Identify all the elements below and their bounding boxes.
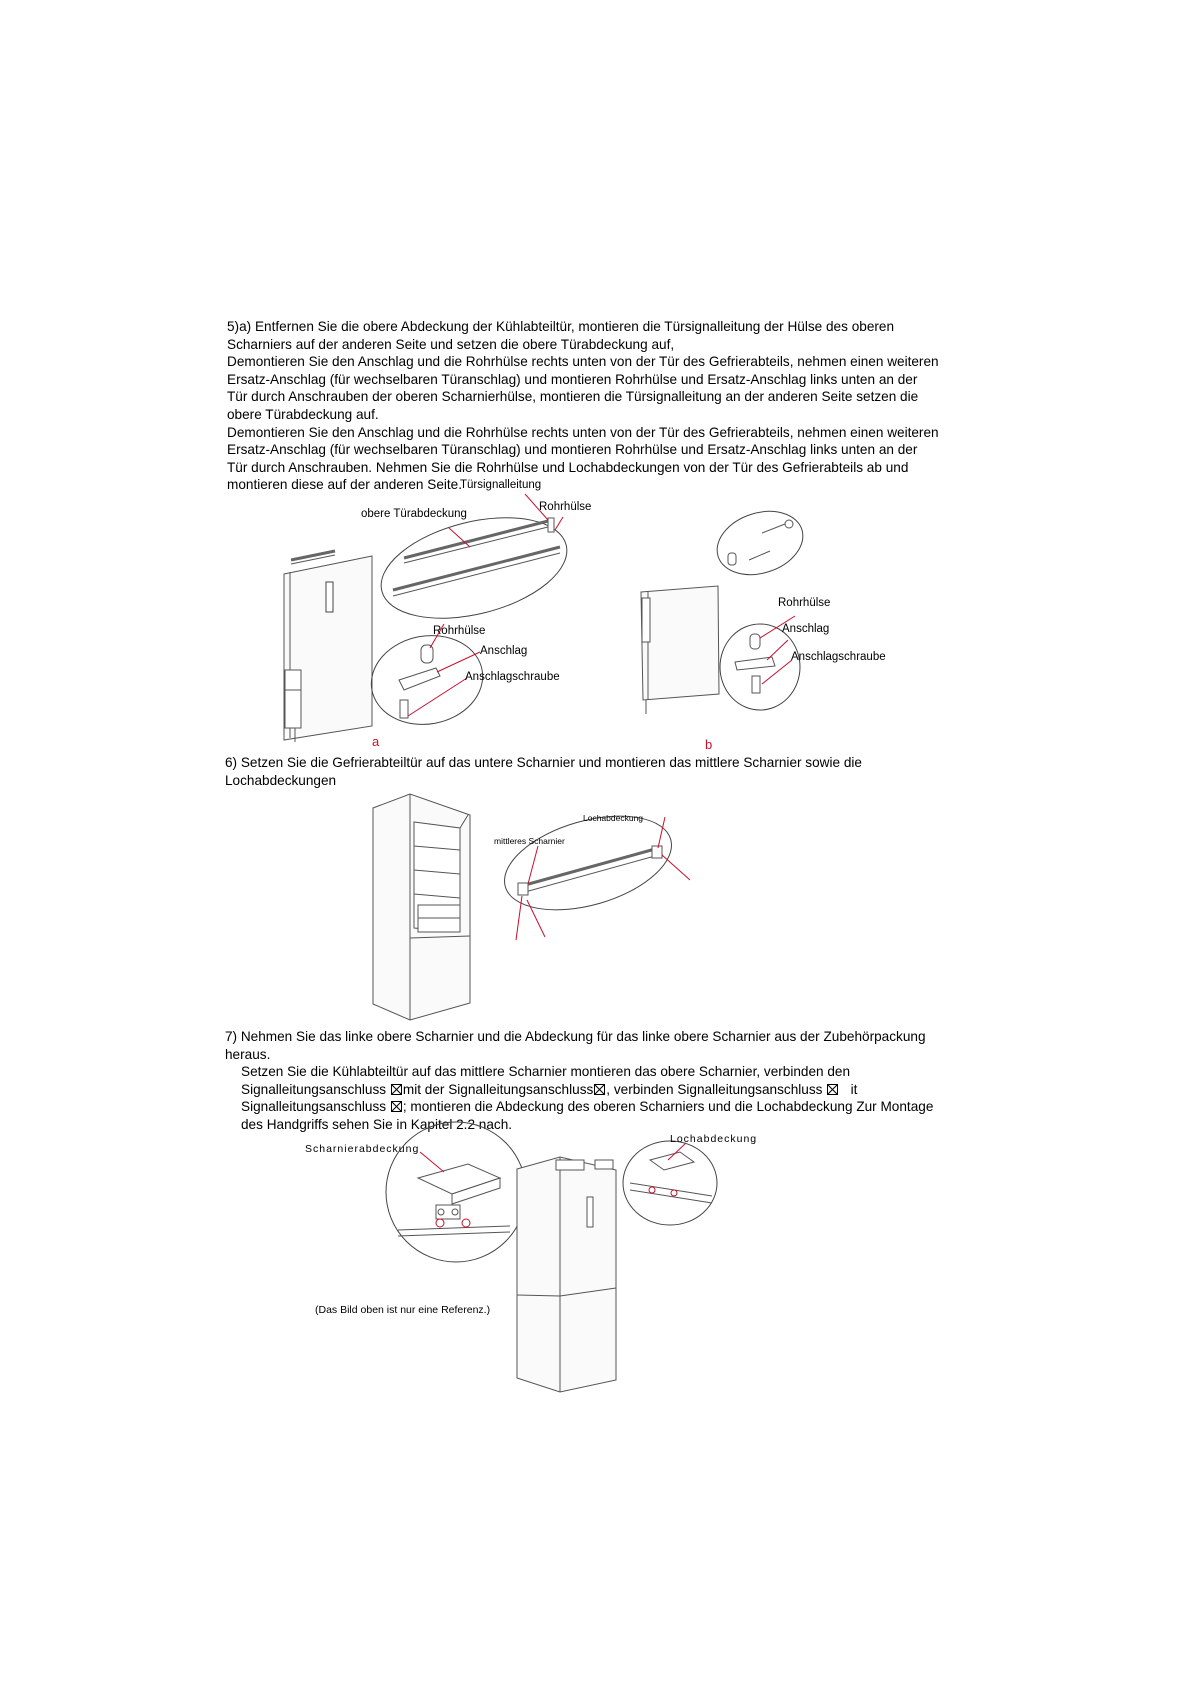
step7-line3-text: Setzen Sie die Kühlabteiltür auf das mittlere Scharnier montieren das obere Scharnier, verbinden den [241, 1064, 851, 1080]
label-scharnierabdeckung: Scharnierabdeckung [305, 1143, 420, 1155]
step7-line5-part: ; montieren die Abdeckung des oberen Scharniers und die Lochabdeckung Zur Montage [402, 1099, 934, 1115]
step6-line: 6) Setzen Sie die Gefrierabteiltür auf das untere Scharnier und montieren das mittlere Scharnier sowie die [225, 755, 862, 770]
label-anschlag-a: Anschlag [480, 645, 528, 657]
step5-line: 5)a) Entfernen Sie die obere Abdeckung der Kühlabteiltür, montieren die Türsignalleitung der Hülse des oberen [227, 319, 895, 334]
label-anschlag-b: Anschlag [782, 623, 830, 635]
figure-label-b: b [705, 737, 713, 752]
label-anschlagschraube-b: Anschlagschraube [791, 651, 886, 663]
label-lochabdeckung-6: Lochabdeckung [583, 813, 644, 823]
label-rohrhuelse-a: Rohrhülse [433, 625, 486, 637]
label-rohrhuelse-top: Rohrhülse [539, 501, 592, 513]
label-mittleres-scharnier: mittleres Scharnier [494, 836, 565, 846]
label-rohrhuelse-b: Rohrhülse [778, 597, 831, 609]
step5-line: Demontieren Sie den Anschlag und die Rohrhülse rechts unten von der Tür des Gefrierabteils, nehmen einen weiteren [227, 354, 939, 370]
reference-note: (Das Bild oben ist nur eine Referenz.) [315, 1304, 491, 1316]
step5-line: montieren diese auf der anderen Seite. [227, 477, 463, 493]
step7-line4-part: Signalleitungsanschluss [241, 1081, 387, 1097]
step7-line4-part: mit der Signalleitungsanschluss [402, 1081, 594, 1097]
step7-line5-part: Signalleitungsanschluss [241, 1099, 387, 1115]
label-anschlagschraube-a: Anschlagschraube [465, 671, 560, 683]
step5-line: Ersatz-Anschlag (für wechselbaren Türanschlag) und montieren Rohrhülse und Ersatz-Anschlag links unten an der [227, 371, 918, 387]
step5-line: Tür durch Anschrauben der oberen Scharnierhülse, montieren die Türsignalleitung an der anderen Seite setzen die [227, 389, 919, 405]
step5-line: Scharniers auf der anderen Seite und setzen die obere Türabdeckung auf, [227, 336, 675, 352]
figure-label-a: a [372, 734, 380, 749]
step7-line6-text: des Handgriffs sehen Sie in Kapitel 2.2 nach. [241, 1116, 513, 1132]
step5-line: Tür durch Anschrauben. Nehmen Sie die Rohrhülse und Lochabdeckungen von der Tür des Gefrierabteils ab und [227, 459, 909, 475]
step5-line: obere Türabdeckung auf. [227, 406, 379, 422]
hole-cover-detail [623, 1141, 717, 1225]
label-tuersignalleitung: Türsignalleitung [460, 479, 542, 491]
step7-line4-part: , verbinden Signalleitungsanschluss [606, 1081, 823, 1097]
label-obere-tuerabdeckung: obere Türabdeckung [361, 508, 467, 520]
fridge-closed-illustration [517, 1157, 616, 1392]
step7-line: heraus. [225, 1046, 271, 1062]
label-lochabdeckung-7: Lochabdeckung [670, 1133, 758, 1145]
step7-line4-part: it [850, 1081, 858, 1097]
step5-line: Demontieren Sie den Anschlag und die Rohrhülse rechts unten von der Tür des Gefrierabteils, nehmen einen weiteren [227, 424, 939, 440]
step6-line: Lochabdeckungen [225, 772, 337, 788]
step5-line: Ersatz-Anschlag (für wechselbaren Türanschlag) und montieren Rohrhülse und Ersatz-Anschlag links unten an der [227, 442, 918, 458]
step7-line: 7) Nehmen Sie das linke obere Scharnier und die Abdeckung für das linke obere Scharnier aus der Zubehörpackung [225, 1029, 926, 1044]
